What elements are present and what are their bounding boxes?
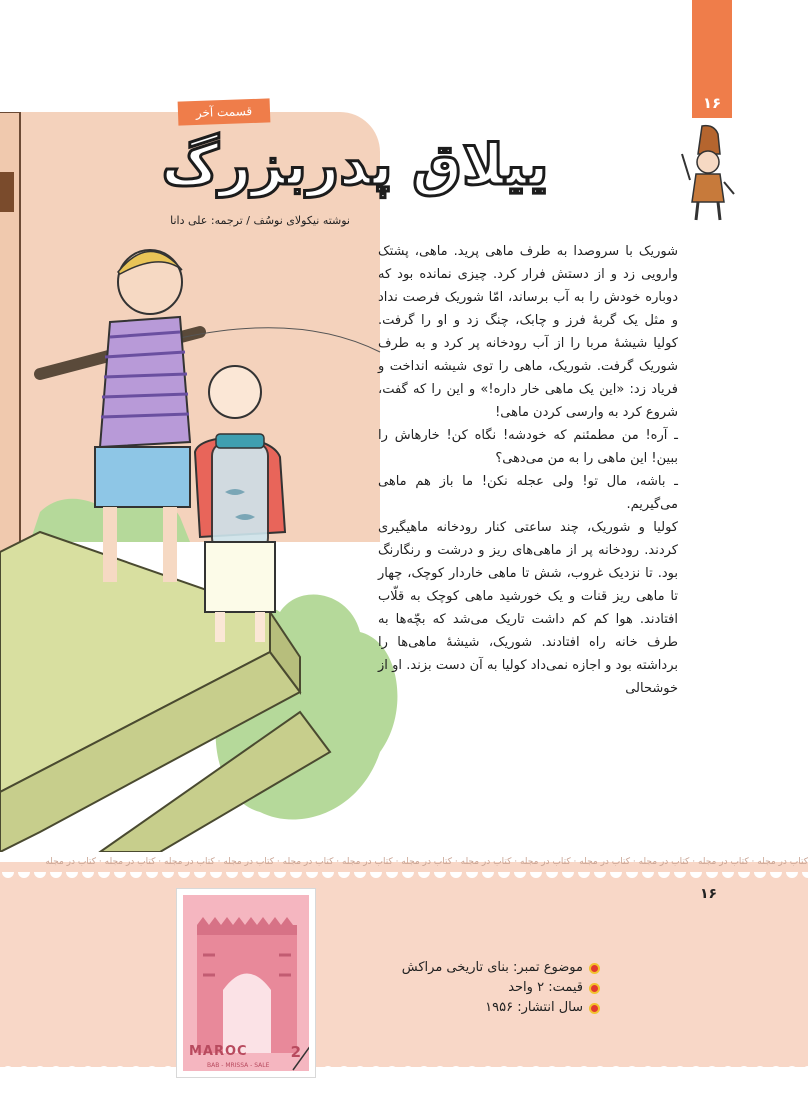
story-title: ییلاق پدربزرگ bbox=[161, 133, 549, 198]
fact-text: قیمت: ۲ واحد bbox=[508, 980, 583, 995]
stamp-fact-price bbox=[350, 978, 600, 998]
strip-label: کتاب در مجله bbox=[401, 857, 453, 867]
strip-label: کتاب در مجله bbox=[638, 857, 690, 867]
strip-label: کتاب در مجله bbox=[519, 857, 571, 867]
stamp-facts-list bbox=[350, 958, 600, 1018]
story-paragraph: ـ باشه، مال تو! ولی عجله نکن! ما باز هم ماهی می‌گیریم. bbox=[378, 474, 678, 512]
strip-label: کتاب در مجله bbox=[282, 857, 334, 867]
strip-label: کتاب در مجله bbox=[460, 857, 512, 867]
bullet-icon bbox=[589, 1003, 600, 1014]
author-translator-byline: نوشته‌ نیکولای نوسُف / ترجمه: علی دانا bbox=[170, 214, 350, 227]
strip-label: کتاب در مجله bbox=[163, 857, 215, 867]
stamp-caption: BAB - MRISSA - SALE bbox=[207, 1062, 270, 1069]
strip-label: کتاب در مجله bbox=[697, 857, 749, 867]
fact-text: موضوع تمبر: بنای تاریخی مراکش bbox=[401, 960, 583, 975]
stamp-fact-year bbox=[350, 998, 600, 1018]
series-tag: قسمت آخر bbox=[178, 98, 271, 125]
perforation-bottom bbox=[0, 1058, 808, 1072]
strip-label: کتاب در مجله bbox=[757, 857, 808, 867]
strip-label: کتاب در مجله bbox=[104, 857, 156, 867]
story-paragraph: شوریک با سروصدا به طرف ماهی پرید. ماهی، پشتک وارویی زد و از دستش فرار کرد. چیزی نمانده بود که دوباره خودش را به آب برساند، امّا شوریک فرصت نداد و مثل یک گربهٔ فرز و چابک، چنگ زد و او را گرفت. کولیا شیشهٔ مربا را از آب رودخانه پر کرد و به طرف شوریک گرفت. شوریک، ماهی را توی شیشه انداخت و فریاد زد: «این یک ماهی خار داره!» و این را که گفت، شروع کرد به وارسی کردن ماهی! bbox=[378, 244, 678, 420]
page-number-tab bbox=[692, 0, 732, 118]
strip-label: کتاب در مجله bbox=[579, 857, 631, 867]
strip-label: کتاب در مجله bbox=[45, 857, 97, 867]
mascot-icon bbox=[678, 124, 738, 224]
page-number: ۱۶ bbox=[702, 94, 722, 112]
stamp-value: 2 bbox=[290, 1043, 301, 1061]
stamp-image bbox=[176, 888, 316, 1078]
story-paragraph: کولیا و شوریک، چند ساعتی کنار رودخانه ماهیگیری کردند. رودخانه پر از ماهی‌های ریز و درشت و رنگارنگ بود. تا نزدیک غروب، شش تا ماهی خاردار کوچک، چهار تا ماهی ریز قنات و یک خورشید ماهی کوچک به قلّاب افتادند. هوا کم کم داشت تاریک می‌شد که بچّه‌ها به طرف خانه راه افتادند. شوریک، شیشهٔ ماهی‌ها را برداشته بود و اجازه نمی‌داد کولیا به آن دست بزند. او از خوشحالی bbox=[378, 520, 678, 696]
stamp-artwork bbox=[183, 895, 309, 1071]
book-in-magazine-strip: کتاب در مجله · کتاب در مجله · کتاب در مجله · کتاب در مجله · کتاب در مجله · کتاب در مجله · کتاب در مجله · کتاب در مجله · کتاب در مجله · کتاب در مجله · کتاب در مجله · کتاب در مجله · کتاب در مجله bbox=[45, 857, 808, 867]
bullet-icon bbox=[589, 963, 600, 974]
bullet-icon bbox=[589, 983, 600, 994]
strip-label: کتاب در مجله bbox=[223, 857, 275, 867]
stamp-fact-subject bbox=[350, 958, 600, 978]
stamp-country: MAROC bbox=[189, 1044, 248, 1059]
stamp-card bbox=[0, 852, 808, 1115]
card-page-number: ۱۶ bbox=[700, 886, 718, 902]
perforation-top bbox=[0, 872, 808, 886]
strip-label: کتاب در مجله bbox=[341, 857, 393, 867]
story-text bbox=[378, 240, 678, 700]
story-paragraph: ـ آره! من مطمئنم که خودشه! نگاه کن! خارهاش را ببین! این ماهی را به من می‌دهی؟ bbox=[378, 428, 678, 466]
fact-text: سال انتشار: ۱۹۵۶ bbox=[485, 1000, 583, 1015]
